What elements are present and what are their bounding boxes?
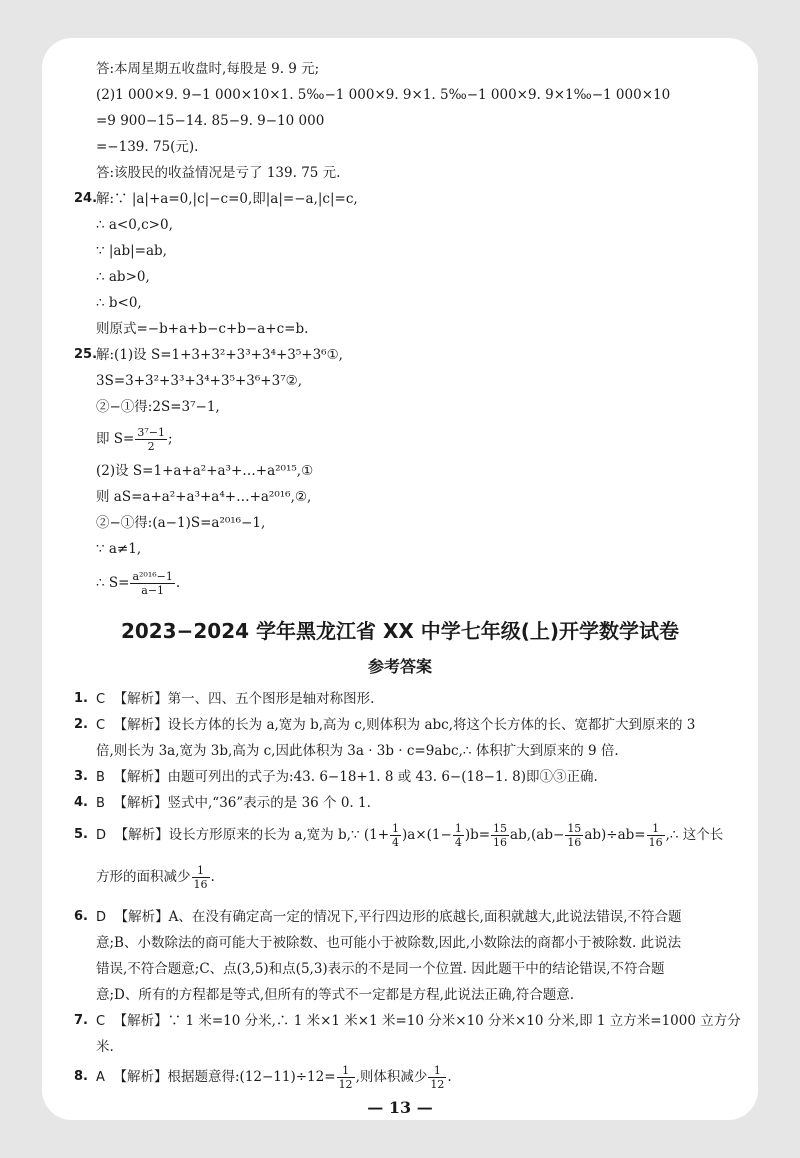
a5-text-4: ab,(ab− (510, 827, 565, 843)
a6-line-4: 意;D、所有的方程都是等式,但所有的等式不一定都是方程,此说法正确,符合题意. (96, 987, 575, 1003)
a5-text-3: )b= (464, 827, 491, 843)
a8-f2-denominator: 12 (430, 1078, 445, 1091)
a6-explanation-1: 【解析】A、在没有确定高一定的情况下,平行四边形的底越长,面积就越大,此说法错误,不符合题 (114, 909, 682, 925)
a8-fraction-2 (428, 1064, 446, 1091)
a6-line-2: 意;B、小数除法的商可能大于被除数、也可能小于被除数,因此,小数除法的商都小于被除数. 此说法 (96, 935, 682, 951)
a5-text-5: ab)÷ab= (584, 827, 646, 843)
a5-f4-denominator: 16 (567, 836, 582, 849)
a8-text-3: . (447, 1069, 452, 1085)
q25-line-5: (2)设 S=1+a+a²+a³+…+a²⁰¹⁵,① (96, 463, 314, 479)
q25-l9-prefix: ∴ S= (96, 575, 130, 591)
a1-line (96, 690, 374, 709)
q24-line-1: 解:∵ |a|+a=0,|c|−c=0,即|a|=−a,|c|=c, (96, 191, 358, 207)
a5-number: 5. (74, 827, 88, 842)
a5-text-6: ,∴ 这个长 (665, 827, 724, 843)
prev-answer-line-2: (2)1 000×9. 9−1 000×10×1. 5‰−1 000×9. 9×1. 5‰−1 000×9. 9×1‰−1 000×10 (96, 87, 671, 103)
q25-line-9 (96, 570, 180, 597)
page-sheet (42, 38, 758, 1120)
q25-fraction-2-denominator: a−1 (141, 584, 165, 597)
a7-explanation-1: 【解析】∵ 1 米=10 分米,∴ 1 米×1 米×1 米=10 分米×10 分米×10 分米,即 1 立方米=1000 立方分 (113, 1013, 741, 1029)
a5-f5-numerator: 1 (647, 822, 665, 836)
q25-line-7: ②−①得:(a−1)S=a²⁰¹⁶−1, (96, 515, 266, 531)
page-number: — 13 — (367, 1098, 433, 1117)
a2-line-2: 倍,则长为 3a,宽为 3b,高为 c,因此体积为 3a · 3b · c=9abc,∴ 体积扩大到原来的 9 倍. (96, 743, 619, 759)
a5-f1-denominator: 4 (392, 836, 400, 849)
a4-number: 4. (74, 795, 88, 810)
q25-l9-suffix: . (175, 575, 181, 591)
q25-line-2: 3S=3+3²+3³+3⁴+3⁵+3⁶+3⁷②, (96, 373, 303, 389)
a7-number: 7. (74, 1013, 88, 1028)
a4-choice: B (96, 796, 105, 811)
a6-line-1 (96, 908, 682, 927)
prev-answer-line-5: 答:该股民的收益情况是亏了 139. 75 元. (96, 165, 341, 181)
a5-f2-numerator: 1 (454, 822, 462, 835)
a3-explanation: 【解析】由题可列出的式子为:43. 6−18+1. 8 或 43. 6−(18−1. 8)即①③正确. (113, 769, 598, 785)
q24-line-5: ∴ b<0, (96, 295, 142, 311)
q25-fraction-1 (135, 426, 167, 453)
a5-line-2-text: 方形的面积减少 (96, 869, 191, 885)
a5-f6-denominator: 16 (193, 878, 208, 891)
prev-answer-line-3: =9 900−15−14. 85−9. 9−10 000 (96, 113, 325, 129)
a3-choice: B (96, 770, 105, 785)
exam-title: 2023−2024 学年黑龙江省 XX 中学七年级(上)开学数学试卷 (120, 619, 680, 643)
a5-f4-numerator: 15 (567, 822, 582, 835)
q24-number: 24. (74, 191, 98, 206)
a5-f3-numerator: 15 (493, 822, 508, 835)
a5-text-2: )a×(1− (402, 827, 452, 843)
a8-line (96, 1060, 452, 1095)
a5-fraction-5 (647, 822, 665, 849)
q25-fraction-2-numerator: a²⁰¹⁶−1 (132, 570, 173, 583)
a5-f5-denominator: 16 (648, 836, 663, 849)
a2-choice: C (96, 718, 106, 733)
a8-f2-numerator: 1 (428, 1064, 446, 1078)
a1-explanation: 【解析】第一、四、五个图形是轴对称图形. (113, 691, 375, 707)
a5-fraction-1 (390, 822, 401, 849)
a2-explanation-1: 【解析】设长方体的长为 a,宽为 b,高为 c,则体积为 abc,将这个长方体的长、宽都扩大到原来的 3 (113, 717, 696, 733)
a5-fraction-2 (453, 822, 464, 849)
q25-number: 25. (74, 347, 98, 362)
a8-text-2: ,则体积减少 (355, 1069, 428, 1085)
a8-fraction-1 (337, 1064, 355, 1091)
a5-fraction-3 (491, 822, 509, 849)
a8-number: 8. (74, 1069, 88, 1084)
a8-text-1: 【解析】根据题意得:(12−11)÷12= (113, 1069, 336, 1085)
prev-answer-line-1: 答:本周星期五收盘时,每股是 9. 9 元; (96, 61, 320, 77)
a6-line-3: 错误,不符合题意;C、点(3,5)和点(5,3)表示的不是同一个位置. 因此题干中的结论错误,不符合题 (96, 961, 665, 977)
a3-line (96, 768, 598, 787)
a2-line-1 (96, 716, 695, 735)
q25-line-3: ②−①得:2S=3⁷−1, (96, 399, 220, 415)
a4-line (96, 794, 371, 813)
q24-line-6: 则原式=−b+a+b−c+b−a+c=b. (96, 321, 309, 337)
a5-f3-denominator: 16 (493, 836, 508, 849)
a5-choice: D (96, 828, 107, 843)
q25-fraction-1-numerator: 3⁷−1 (137, 426, 165, 439)
q25-l4-prefix: 即 S= (96, 431, 135, 447)
q25-line-4 (96, 426, 173, 453)
exam-subtitle: 参考答案 (367, 657, 432, 676)
a8-f1-numerator: 1 (337, 1064, 355, 1078)
q25-line-1: 解:(1)设 S=1+3+3²+3³+3⁴+3⁵+3⁶①, (96, 347, 343, 363)
a8-f1-denominator: 12 (338, 1078, 353, 1091)
a1-choice: C (96, 692, 106, 707)
a4-explanation: 【解析】竖式中,“36”表示的是 36 个 0. 1. (113, 795, 371, 811)
a5-fraction-4 (565, 822, 583, 849)
a5-line-2-suffix: . (210, 869, 215, 885)
q25-l4-suffix: ; (167, 431, 173, 447)
q25-line-8: ∵ a≠1, (96, 541, 142, 557)
a6-number: 6. (74, 909, 88, 924)
q25-fraction-2 (130, 570, 174, 597)
q24-line-3: ∵ |ab|=ab, (96, 243, 167, 259)
a6-choice: D (96, 910, 107, 925)
a5-f2-denominator: 4 (454, 836, 462, 849)
a5-text-1: 【解析】设长方形原来的长为 a,宽为 b,∵ (1+ (114, 827, 390, 843)
a5-line-1 (96, 818, 723, 853)
a5-f6-numerator: 1 (192, 864, 210, 878)
q25-fraction-1-denominator: 2 (147, 440, 155, 453)
a7-line-1 (96, 1012, 741, 1031)
a5-line-2 (96, 860, 215, 894)
a2-number: 2. (74, 717, 88, 732)
a7-line-2: 米. (96, 1039, 114, 1055)
a7-choice: C (96, 1014, 106, 1029)
q24-line-4: ∴ ab>0, (96, 269, 150, 285)
a5-f1-numerator: 1 (392, 822, 400, 835)
a5-fraction-6 (192, 864, 210, 891)
q25-line-6: 则 aS=a+a²+a³+a⁴+…+a²⁰¹⁶,②, (96, 489, 312, 505)
a3-number: 3. (74, 769, 88, 784)
a8-choice: A (96, 1070, 105, 1085)
prev-answer-line-4: =−139. 75(元). (96, 139, 199, 155)
a1-number: 1. (74, 691, 88, 706)
q24-line-2: ∴ a<0,c>0, (96, 217, 173, 233)
